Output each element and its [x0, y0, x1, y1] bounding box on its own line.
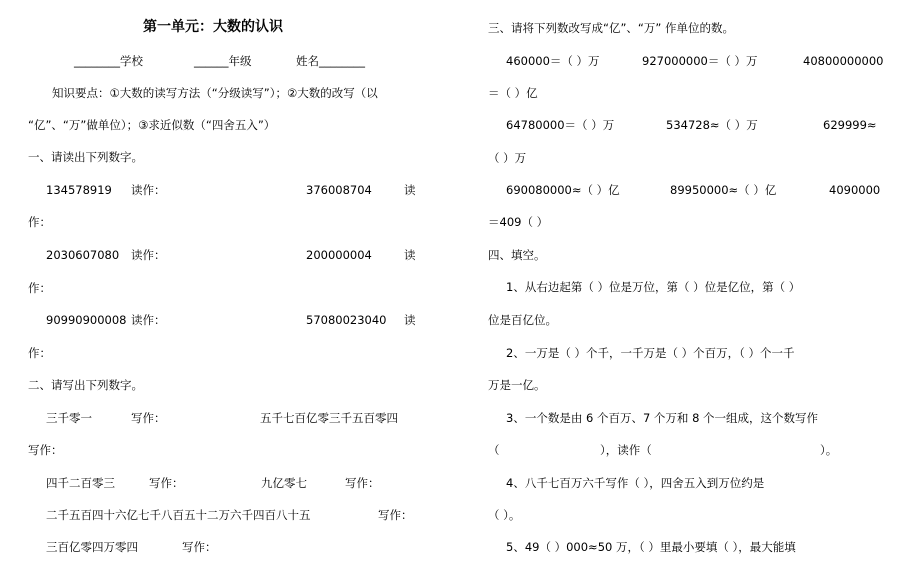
- rewrite-item: （ ）万: [488, 151, 527, 165]
- worksheet-title: 第一单元：大数的认识: [143, 19, 283, 35]
- read-label-start: 读: [404, 313, 416, 327]
- section-1-heading: 一、请读出下列数字。: [28, 150, 143, 164]
- section-3-heading: 三、请将下列数改写成“亿”、“万” 作单位的数。: [488, 21, 734, 35]
- section-2-heading: 二、请写出下列数字。: [28, 378, 143, 392]
- knowledge-points-line-2: “亿”、“万”做单位）；③求近似数（“四舍五入”）: [28, 118, 276, 132]
- read-label-start: 读: [404, 183, 416, 197]
- fill-question: 4、八千七百万六千写作（ ），四舍五入到万位约是: [506, 476, 765, 490]
- read-label: 读作：: [131, 248, 166, 262]
- fill-question: 2、一万是（ ）个千，一千万是（ ）个百万，（ ）个一千: [506, 346, 795, 360]
- read-number: 2030607080: [46, 248, 120, 262]
- rewrite-item: 89950000≈（ ）亿: [670, 183, 777, 197]
- rewrite-item: 927000000＝（ ）万: [642, 54, 758, 68]
- write-words: 三百亿零四万零四: [46, 540, 138, 554]
- write-label: 写作：: [131, 411, 166, 425]
- read-number: 134578919: [46, 183, 112, 197]
- fill-question: ）。: [820, 443, 838, 457]
- grade-blank: ______年级: [194, 54, 252, 68]
- fill-question: （: [488, 443, 500, 457]
- write-label: 写作：: [149, 476, 184, 490]
- write-words: 三千零一: [46, 411, 92, 425]
- name-blank: 姓名________: [296, 54, 365, 68]
- rewrite-item: 460000＝（ ）万: [506, 54, 600, 68]
- read-label-end: 作：: [28, 346, 51, 360]
- write-words: 九亿零七: [261, 476, 307, 490]
- fill-question: ），读作（: [600, 443, 652, 457]
- rewrite-item: 534728≈（ ）万: [666, 118, 758, 132]
- read-label-end: 作：: [28, 215, 51, 229]
- rewrite-item: 690080000≈（ ）亿: [506, 183, 620, 197]
- write-words: 二千五百四十六亿七千八百五十二万六千四百八十五: [46, 508, 311, 522]
- fill-question: 位是百亿位。: [488, 313, 557, 327]
- school-blank: ________学校: [74, 54, 143, 68]
- write-words: 五千七百亿零三千五百零四: [260, 411, 398, 425]
- rewrite-item: ＝（ ）亿: [488, 86, 538, 100]
- read-number: 200000004: [306, 248, 372, 262]
- write-label: 写作：: [182, 540, 217, 554]
- knowledge-points-line-1: 知识要点：①大数的读写方法（“分级读写”）；②大数的改写（以: [52, 86, 378, 100]
- rewrite-item: 64780000＝（ ）万: [506, 118, 615, 132]
- fill-question: （ ）。: [488, 508, 521, 522]
- write-label: 写作：: [378, 508, 413, 522]
- read-number: 376008704: [306, 183, 372, 197]
- fill-question: 万是一亿。: [488, 378, 546, 392]
- write-label: 写作：: [345, 476, 380, 490]
- fill-question: 3、一个数是由 6 个百万、7 个万和 8 个一组成，这个数写作: [506, 411, 819, 425]
- rewrite-item: ＝409（ ）: [488, 215, 549, 229]
- write-label: 写作：: [28, 443, 63, 457]
- read-label-start: 读: [404, 248, 416, 262]
- read-number: 90990900008: [46, 313, 127, 327]
- read-label-end: 作：: [28, 281, 51, 295]
- rewrite-item: 629999≈: [823, 118, 877, 132]
- read-label: 读作：: [131, 313, 166, 327]
- write-words: 四千二百零三: [46, 476, 115, 490]
- rewrite-item: 4090000: [829, 183, 881, 197]
- fill-question: 5、49（ ）000≈50 万，（ ）里最小要填（ ），最大能填: [506, 540, 796, 554]
- section-4-heading: 四、填空。: [488, 248, 546, 262]
- read-label: 读作：: [131, 183, 166, 197]
- read-number: 57080023040: [306, 313, 387, 327]
- rewrite-item: 40800000000: [803, 54, 884, 68]
- fill-question: 1、从右边起第（ ）位是万位，第（ ）位是亿位，第（ ）: [506, 280, 801, 294]
